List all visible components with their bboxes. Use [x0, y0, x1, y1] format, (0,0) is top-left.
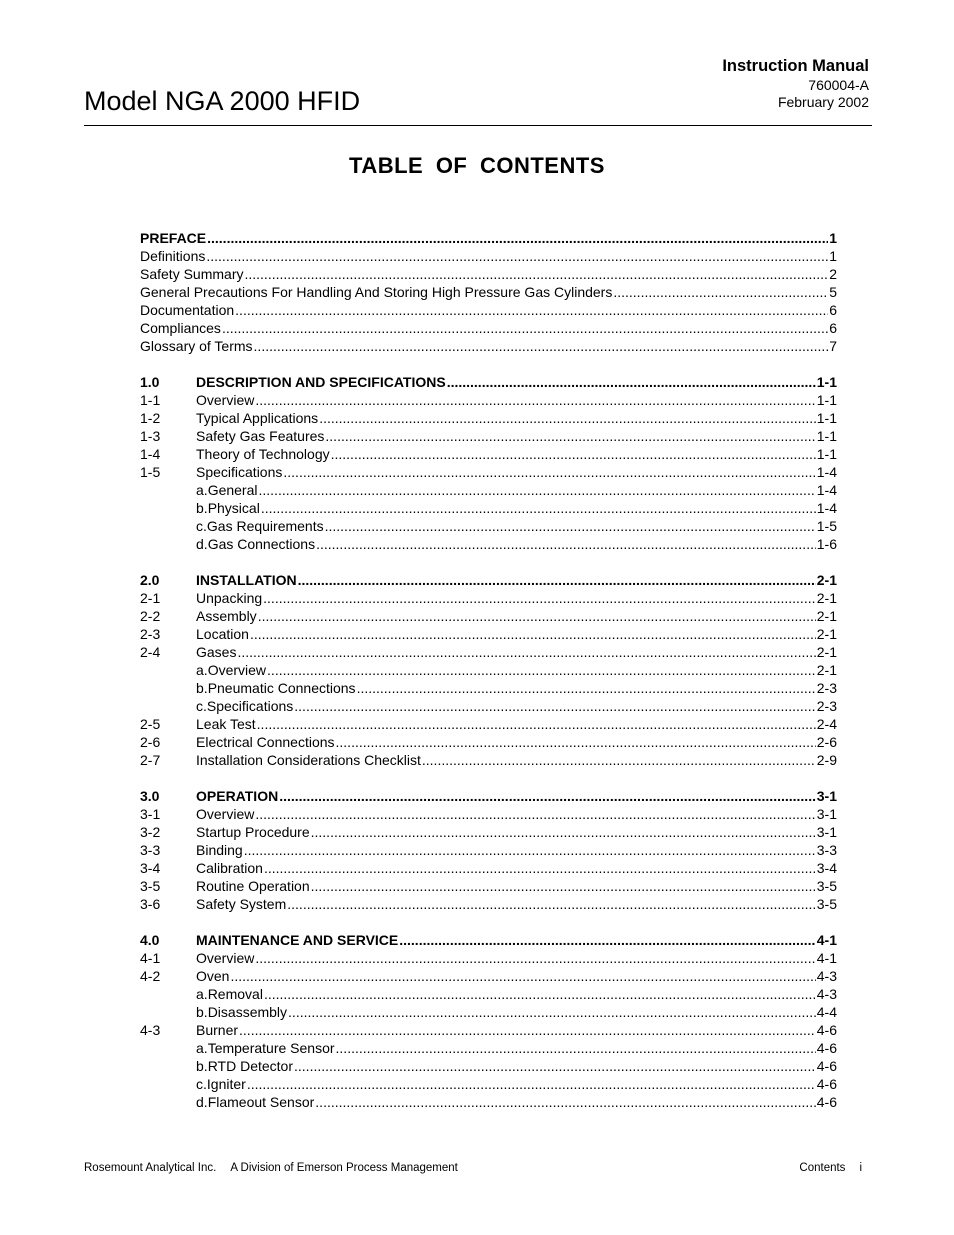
toc-subentry-letter: b.: [196, 500, 208, 516]
dot-leader: [206, 247, 828, 265]
toc-entry-page: 1-1: [816, 374, 837, 390]
toc-entry-title: Binding: [196, 842, 243, 858]
toc-entry-number: 4-1: [140, 950, 161, 966]
document-date: February 2002: [777, 94, 869, 110]
dot-leader: [261, 499, 816, 517]
toc-entry-title: Unpacking: [196, 590, 263, 606]
toc-entry-page: 3-1: [816, 806, 837, 822]
toc-entry-title: Specifications: [196, 464, 283, 480]
toc-subentry-indent: [140, 517, 207, 535]
toc-entry-title: Pneumatic Connections: [207, 680, 356, 696]
dot-leader: [264, 859, 816, 877]
toc-entry-title: Gases: [196, 644, 237, 660]
dot-leader: [331, 445, 816, 463]
toc-entry-page: 1-1: [816, 392, 837, 408]
toc-subentry: [140, 697, 837, 715]
toc-subentry: [140, 481, 837, 499]
toc-entry-title: Assembly: [196, 608, 257, 624]
toc-subentry-letter: c.: [196, 698, 207, 714]
toc-entry: [140, 409, 837, 427]
toc-subentry-indent: [140, 679, 208, 697]
toc-entry-title: Overview: [207, 662, 267, 678]
toc-subentry-indent: [140, 1075, 207, 1093]
toc-subentry-indent: [140, 661, 208, 679]
toc-entry-title: Oven: [196, 968, 230, 984]
toc-entry-title: RTD Detector: [207, 1058, 294, 1074]
toc-entry: [140, 1021, 837, 1039]
dot-leader: [263, 589, 816, 607]
toc-subentry-indent: [140, 499, 208, 517]
toc-entry-title: Location: [196, 626, 249, 642]
toc-entry-number: 1-3: [140, 428, 161, 444]
toc-entry-number: 3-6: [140, 896, 161, 912]
toc-entry-number: 2-3: [140, 626, 161, 642]
toc-entry-number: 2-5: [140, 716, 161, 732]
toc-entry: [140, 751, 837, 769]
toc-entry-number: 3-3: [140, 842, 161, 858]
dot-leader: [257, 715, 816, 733]
footer-section: Contents: [799, 1162, 846, 1174]
toc-entry-title: Specifications: [206, 698, 294, 714]
toc-entry-number: 4-2: [140, 968, 161, 984]
toc-entry-title: Overview: [196, 806, 255, 822]
toc-entry-number: 3.0: [140, 788, 160, 804]
toc-entry: [140, 733, 837, 751]
toc-entry-title: Gas Connections: [207, 536, 316, 552]
footer-right: [799, 1162, 862, 1174]
toc-entry-title: Safety Summary: [140, 266, 244, 282]
toc-entry: [140, 589, 837, 607]
toc-subentry-indent: [140, 985, 208, 1003]
dot-leader: [222, 319, 828, 337]
dot-leader: [250, 625, 816, 643]
toc-entry: [140, 895, 837, 913]
toc-section-heading: [140, 229, 837, 247]
toc-entry-title: Compliances: [140, 320, 221, 336]
dot-leader: [325, 517, 816, 535]
toc-entry-page: 3-5: [816, 878, 837, 894]
toc-subentry: [140, 661, 837, 679]
dot-leader: [294, 697, 815, 715]
toc-entry: [140, 643, 837, 661]
dot-leader: [267, 661, 816, 679]
toc-entry-title: Electrical Connections: [196, 734, 335, 750]
toc-entry-page: 3-1: [816, 788, 837, 804]
toc-section-heading: [140, 373, 837, 391]
dot-leader: [279, 787, 816, 805]
dot-leader: [255, 949, 815, 967]
toc-entry-page: 4-1: [816, 950, 837, 966]
toc-entry-title: Safety Gas Features: [196, 428, 325, 444]
toc-entry: [140, 265, 837, 283]
model-title: Model NGA 2000 HFID: [84, 86, 361, 116]
toc-entry-page: 1-4: [816, 464, 837, 480]
dot-leader: [244, 841, 816, 859]
toc-subentry-indent: [140, 1039, 208, 1057]
table-of-contents: [140, 229, 837, 1111]
dot-leader: [311, 877, 816, 895]
toc-subentry: [140, 1003, 837, 1021]
toc-entry-number: 2-7: [140, 752, 161, 768]
toc-entry: [140, 625, 837, 643]
toc-entry-number: 2-4: [140, 644, 161, 660]
toc-entry: [140, 427, 837, 445]
dot-leader: [247, 1075, 816, 1093]
toc-entry-page: 2-6: [816, 734, 837, 750]
toc-entry-number: 2-6: [140, 734, 161, 750]
toc-entry-page: 4-6: [816, 1040, 837, 1056]
toc-subentry: [140, 535, 837, 553]
toc-entry-number: 2-2: [140, 608, 161, 624]
toc-entry-title: Safety System: [196, 896, 287, 912]
footer-division: A Division of Emerson Process Management: [230, 1162, 458, 1174]
toc-entry-page: 3-4: [816, 860, 837, 876]
dot-leader: [422, 751, 816, 769]
toc-subentry: [140, 1075, 837, 1093]
dot-leader: [255, 391, 815, 409]
toc-entry: [140, 319, 837, 337]
toc-entry-page: 1-5: [816, 518, 837, 534]
toc-entry: [140, 823, 837, 841]
toc-entry-number: 3-4: [140, 860, 161, 876]
toc-entry: [140, 283, 837, 301]
dot-leader: [207, 229, 828, 247]
toc-entry-title: Overview: [196, 392, 255, 408]
dot-leader: [230, 967, 815, 985]
dot-leader: [357, 679, 816, 697]
toc-entry-page: 1-6: [816, 536, 837, 552]
toc-entry-number: 3-5: [140, 878, 161, 894]
dot-leader: [399, 931, 816, 949]
toc-entry-title: Flameout Sensor: [207, 1094, 315, 1110]
dot-leader: [254, 337, 829, 355]
dot-leader: [264, 985, 816, 1003]
toc-entry-title: Startup Procedure: [196, 824, 310, 840]
toc-entry-page: 1-1: [816, 446, 837, 462]
toc-entry-title: Glossary of Terms: [140, 338, 253, 354]
toc-subentry: [140, 1039, 837, 1057]
toc-entry-title: MAINTENANCE AND SERVICE: [196, 932, 399, 948]
toc-entry-title: General: [207, 482, 258, 498]
toc-subentry: [140, 985, 837, 1003]
toc-entry-title: Burner: [196, 1022, 239, 1038]
toc-entry-number: 2-1: [140, 590, 161, 606]
toc-entry-title: Definitions: [140, 248, 206, 264]
toc-entry: [140, 841, 837, 859]
toc-entry-title: General Precautions For Handling And Storing High Pressure Gas Cylinders: [140, 284, 613, 300]
toc-entry-page: 2-9: [816, 752, 837, 768]
dot-leader: [315, 1093, 815, 1111]
toc-subentry: [140, 1057, 837, 1075]
dot-leader: [288, 1003, 816, 1021]
toc-entry: [140, 949, 837, 967]
toc-entry: [140, 391, 837, 409]
toc-entry-title: Disassembly: [207, 1004, 288, 1020]
toc-entry-title: Removal: [207, 986, 263, 1002]
footer-left: [84, 1162, 458, 1174]
dot-leader: [237, 643, 815, 661]
dot-leader: [235, 301, 828, 319]
toc-entry-page: 2-3: [816, 698, 837, 714]
toc-entry-page: 4-6: [816, 1094, 837, 1110]
toc-subentry-indent: [140, 1093, 208, 1111]
toc-entry-page: 6: [829, 320, 837, 336]
toc-entry-page: 3-3: [816, 842, 837, 858]
toc-entry-title: Theory of Technology: [196, 446, 330, 462]
toc-entry-title: OPERATION: [196, 788, 279, 804]
dot-leader: [287, 895, 816, 913]
toc-entry-page: 2-3: [816, 680, 837, 696]
toc-entry-page: 4-6: [816, 1058, 837, 1074]
toc-entry: [140, 301, 837, 319]
page-footer: [84, 1162, 862, 1174]
header-divider: [84, 125, 872, 126]
dot-leader: [294, 1057, 816, 1075]
toc-entry-number: 3-2: [140, 824, 161, 840]
toc-entry-page: 3-5: [816, 896, 837, 912]
toc-entry-page: 7: [829, 338, 837, 354]
toc-entry-page: 2-1: [816, 572, 837, 588]
toc-entry-page: 2-1: [816, 626, 837, 642]
toc-entry-page: 2-4: [816, 716, 837, 732]
dot-leader: [613, 283, 828, 301]
toc-section-heading: [140, 571, 837, 589]
toc-entry-title: Calibration: [196, 860, 263, 876]
toc-entry: [140, 247, 837, 265]
toc-subentry-letter: c.: [196, 1076, 207, 1092]
toc-subentry-letter: a.: [196, 662, 208, 678]
toc-subentry: [140, 517, 837, 535]
toc-entry-title: Leak Test: [196, 716, 256, 732]
toc-entry-page: 4-1: [816, 932, 837, 948]
dot-leader: [316, 535, 816, 553]
dot-leader: [298, 571, 816, 589]
toc-entry-title: Typical Applications: [196, 410, 319, 426]
toc-entry: [140, 877, 837, 895]
toc-subentry: [140, 679, 837, 697]
dot-leader: [319, 409, 816, 427]
toc-entry-title: PREFACE: [140, 230, 207, 246]
toc-entry-number: 1-1: [140, 392, 161, 408]
dot-leader: [258, 607, 816, 625]
toc-entry-number: 3-1: [140, 806, 161, 822]
toc-subentry: [140, 499, 837, 517]
toc-entry-title: Documentation: [140, 302, 235, 318]
toc-subentry-indent: [140, 1057, 208, 1075]
toc-entry-page: 1: [829, 230, 837, 246]
toc-entry-page: 6: [829, 302, 837, 318]
toc-subentry-indent: [140, 481, 208, 499]
dot-leader: [311, 823, 816, 841]
toc-entry-number: 4-3: [140, 1022, 161, 1038]
toc-entry: [140, 805, 837, 823]
toc-subentry-letter: a.: [196, 986, 208, 1002]
toc-subentry-letter: a.: [196, 1040, 208, 1056]
toc-entry-number: 1-5: [140, 464, 161, 480]
dot-leader: [325, 427, 815, 445]
toc-entry-page: 4-4: [816, 1004, 837, 1020]
toc-subentry-letter: b.: [196, 1058, 208, 1074]
toc-entry-page: 2: [829, 266, 837, 282]
dot-leader: [239, 1021, 816, 1039]
toc-entry-title: Temperature Sensor: [207, 1040, 335, 1056]
toc-entry-number: 4.0: [140, 932, 160, 948]
toc-entry-number: 2.0: [140, 572, 160, 588]
document-number: 760004-A: [808, 77, 869, 93]
toc-heading: TABLE OF CONTENTS: [349, 153, 605, 178]
toc-subentry: [140, 1093, 837, 1111]
toc-entry: [140, 445, 837, 463]
toc-entry-page: 1-1: [816, 410, 837, 426]
toc-subentry-indent: [140, 1003, 208, 1021]
dot-leader: [259, 481, 816, 499]
toc-entry-number: 1-2: [140, 410, 161, 426]
toc-entry-title: Routine Operation: [196, 878, 310, 894]
toc-entry-title: Gas Requirements: [206, 518, 324, 534]
toc-entry: [140, 337, 837, 355]
toc-entry: [140, 859, 837, 877]
toc-entry-page: 2-1: [816, 644, 837, 660]
header-right: [722, 56, 869, 111]
toc-subentry-letter: b.: [196, 1004, 208, 1020]
toc-entry-page: 4-6: [816, 1076, 837, 1092]
toc-subentry-letter: b.: [196, 680, 208, 696]
toc-entry: [140, 967, 837, 985]
toc-subentry-indent: [140, 535, 208, 553]
toc-entry-number: 1-4: [140, 446, 161, 462]
toc-entry-page: 1: [829, 248, 837, 264]
toc-entry-title: INSTALLATION: [196, 572, 297, 588]
toc-entry-number: 1.0: [140, 374, 160, 390]
footer-company: Rosemount Analytical Inc.: [84, 1162, 217, 1174]
toc-subentry-letter: a.: [196, 482, 208, 498]
toc-section-heading: [140, 787, 837, 805]
toc-subentry-letter: c.: [196, 518, 207, 534]
dot-leader: [336, 733, 816, 751]
toc-entry-page: 2-1: [816, 608, 837, 624]
dot-leader: [336, 1039, 816, 1057]
toc-entry: [140, 607, 837, 625]
toc-entry-page: 4-6: [816, 1022, 837, 1038]
toc-entry-page: 2-1: [816, 662, 837, 678]
dot-leader: [283, 463, 815, 481]
toc-entry-title: Physical: [207, 500, 260, 516]
dot-leader: [447, 373, 816, 391]
toc-entry-title: Igniter: [206, 1076, 246, 1092]
dot-leader: [244, 265, 828, 283]
toc-entry-page: 1-4: [816, 500, 837, 516]
dot-leader: [255, 805, 815, 823]
toc-entry-page: 4-3: [816, 986, 837, 1002]
toc-subentry-letter: d.: [196, 1094, 208, 1110]
footer-page-number: i: [859, 1162, 862, 1174]
toc-subentry-indent: [140, 697, 207, 715]
toc-section-heading: [140, 931, 837, 949]
toc-entry-title: Overview: [196, 950, 255, 966]
toc-entry-page: 5: [829, 284, 837, 300]
toc-entry: [140, 715, 837, 733]
manual-title: Instruction Manual: [722, 57, 869, 75]
toc-entry-title: Installation Considerations Checklist: [196, 752, 421, 768]
toc-entry-page: 4-3: [816, 968, 837, 984]
toc-subentry-letter: d.: [196, 536, 208, 552]
toc-entry-title: DESCRIPTION AND SPECIFICATIONS: [196, 374, 446, 390]
toc-entry: [140, 463, 837, 481]
toc-entry-page: 3-1: [816, 824, 837, 840]
toc-entry-page: 2-1: [816, 590, 837, 606]
toc-entry-page: 1-4: [816, 482, 837, 498]
toc-entry-page: 1-1: [816, 428, 837, 444]
